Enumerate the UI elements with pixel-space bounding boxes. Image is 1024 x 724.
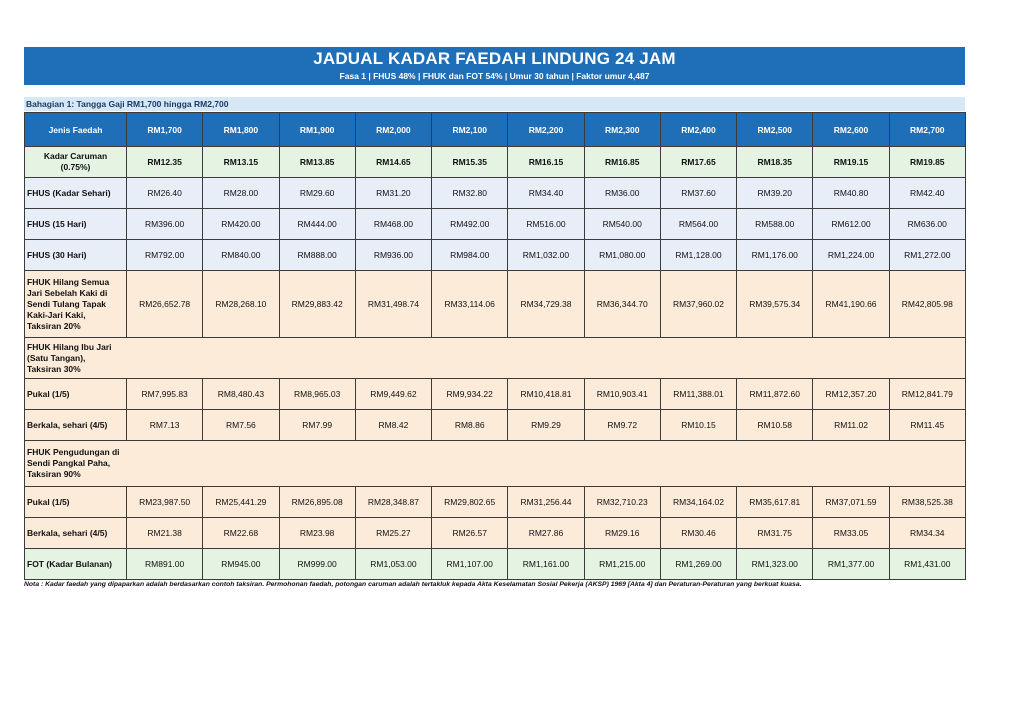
row-label: Pukal (1/5)	[25, 379, 127, 410]
table-cell: RM23.98	[279, 518, 355, 549]
table-cell: RM888.00	[279, 240, 355, 271]
table-row-fhuk-paha-heading	[25, 441, 966, 487]
table-cell: RM36,344.70	[584, 271, 660, 338]
column-header-jenis-faedah: Jenis Faedah	[25, 113, 127, 147]
title-banner	[24, 47, 965, 85]
table-cell: RM11,388.01	[660, 379, 736, 410]
table-cell: RM34,164.02	[660, 487, 736, 518]
table-cell: RM12.35	[127, 147, 203, 178]
page-subtitle: Fasa 1 | FHUS 48% | FHUK dan FOT 54% | Umur 30 tahun | Faktor umur 4,487	[339, 71, 650, 81]
table-cell: RM1,080.00	[584, 240, 660, 271]
table-cell: RM23,987.50	[127, 487, 203, 518]
table-cell: RM39,575.34	[737, 271, 813, 338]
row-label-line: Taksiran 30%	[27, 363, 81, 374]
table-cell: RM28,268.10	[203, 271, 279, 338]
table-cell: RM29.60	[279, 178, 355, 209]
row-label-line: FHUK Pengudungan di	[27, 447, 120, 457]
row-label-line: FHUK Hilang Ibu Jari	[27, 341, 112, 352]
table-cell: RM936.00	[355, 240, 431, 271]
table-cell: RM32.80	[432, 178, 508, 209]
table-cell: RM540.00	[584, 209, 660, 240]
table-cell: RM17.65	[660, 147, 736, 178]
table-cell: RM21.38	[127, 518, 203, 549]
table-cell: RM1,107.00	[432, 549, 508, 580]
table-cell: RM33.05	[813, 518, 889, 549]
table-cell: RM37,960.02	[660, 271, 736, 338]
table-cell: RM1,176.00	[737, 240, 813, 271]
table-cell: RM984.00	[432, 240, 508, 271]
table-cell: RM999.00	[279, 549, 355, 580]
table-cell: RM32,710.23	[584, 487, 660, 518]
table-cell: RM10.15	[660, 410, 736, 441]
table-cell: RM31,498.74	[355, 271, 431, 338]
table-cell: RM492.00	[432, 209, 508, 240]
table-cell: RM636.00	[889, 209, 965, 240]
column-header: RM2,100	[432, 113, 508, 147]
table-row-fhus-sehari	[25, 178, 966, 209]
table-cell: RM12,841.79	[889, 379, 965, 410]
row-label	[25, 271, 127, 338]
table-cell: RM8,965.03	[279, 379, 355, 410]
table-cell: RM13.85	[279, 147, 355, 178]
table-cell: RM1,377.00	[813, 549, 889, 580]
table-cell: RM1,128.00	[660, 240, 736, 271]
table-cell: RM1,431.00	[889, 549, 965, 580]
table-cell: RM31.20	[355, 178, 431, 209]
table-cell: RM13.15	[203, 147, 279, 178]
column-header: RM2,700	[889, 113, 965, 147]
table-cell: RM564.00	[660, 209, 736, 240]
table-cell: RM420.00	[203, 209, 279, 240]
table-cell: RM1,224.00	[813, 240, 889, 271]
row-label-line: Kadar Caruman	[43, 151, 108, 161]
table-cell: RM9,449.62	[355, 379, 431, 410]
table-cell: RM15.35	[432, 147, 508, 178]
row-label: FOT (Kadar Bulanan)	[25, 549, 127, 580]
table-cell: RM1,053.00	[355, 549, 431, 580]
row-group-label	[25, 338, 966, 379]
row-label-line: Jari Sebelah Kaki di	[27, 287, 108, 298]
table-cell: RM28,348.87	[355, 487, 431, 518]
table-row-fhuk-jari-kaki	[25, 271, 966, 338]
table-cell: RM41,190.66	[813, 271, 889, 338]
row-label: FHUS (15 Hari)	[25, 209, 127, 240]
row-label-line: (0.75%)	[60, 162, 91, 172]
table-row-kadar-caruman	[25, 147, 966, 178]
table-cell: RM35,617.81	[737, 487, 813, 518]
table-cell: RM8,480.43	[203, 379, 279, 410]
table-cell: RM40.80	[813, 178, 889, 209]
table-cell: RM10.58	[737, 410, 813, 441]
table-cell: RM792.00	[127, 240, 203, 271]
table-cell: RM18.35	[737, 147, 813, 178]
table-cell: RM468.00	[355, 209, 431, 240]
table-cell: RM840.00	[203, 240, 279, 271]
table-cell: RM19.15	[813, 147, 889, 178]
column-header: RM2,200	[508, 113, 584, 147]
table-cell: RM37.60	[660, 178, 736, 209]
table-cell: RM14.65	[355, 147, 431, 178]
table-row-ibu-jari-berkala	[25, 410, 966, 441]
table-cell: RM10,418.81	[508, 379, 584, 410]
table-cell: RM34.34	[889, 518, 965, 549]
table-cell: RM27.86	[508, 518, 584, 549]
table-cell: RM26.57	[432, 518, 508, 549]
column-header: RM2,300	[584, 113, 660, 147]
table-cell: RM1,215.00	[584, 549, 660, 580]
row-label: FHUS (30 Hari)	[25, 240, 127, 271]
table-cell: RM33,114.06	[432, 271, 508, 338]
row-label-line: Taksiran 90%	[27, 469, 81, 479]
table-cell: RM30.46	[660, 518, 736, 549]
table-cell: RM396.00	[127, 209, 203, 240]
table-cell: RM945.00	[203, 549, 279, 580]
table-cell: RM10,903.41	[584, 379, 660, 410]
table-cell: RM34,729.38	[508, 271, 584, 338]
table-cell: RM25.27	[355, 518, 431, 549]
table-cell: RM7.13	[127, 410, 203, 441]
table-cell: RM9,934.22	[432, 379, 508, 410]
table-cell: RM22.68	[203, 518, 279, 549]
row-group-label	[25, 441, 966, 487]
benefit-rate-table	[24, 112, 966, 580]
table-cell: RM16.85	[584, 147, 660, 178]
table-cell: RM12,357.20	[813, 379, 889, 410]
table-cell: RM29,802.65	[432, 487, 508, 518]
table-cell: RM1,323.00	[737, 549, 813, 580]
table-header-row	[25, 113, 966, 147]
table-cell: RM37,071.59	[813, 487, 889, 518]
table-cell: RM26,895.08	[279, 487, 355, 518]
table-cell: RM36.00	[584, 178, 660, 209]
table-cell: RM9.29	[508, 410, 584, 441]
column-header: RM2,000	[355, 113, 431, 147]
table-cell: RM444.00	[279, 209, 355, 240]
table-row-fot	[25, 549, 966, 580]
column-header: RM2,500	[737, 113, 813, 147]
table-cell: RM39.20	[737, 178, 813, 209]
table-cell: RM1,161.00	[508, 549, 584, 580]
table-cell: RM26,652.78	[127, 271, 203, 338]
table-cell: RM7.99	[279, 410, 355, 441]
table-cell: RM38,525.38	[889, 487, 965, 518]
column-header: RM2,400	[660, 113, 736, 147]
table-cell: RM31.75	[737, 518, 813, 549]
table-cell: RM8.42	[355, 410, 431, 441]
table-cell: RM9.72	[584, 410, 660, 441]
table-row-fhus-30-hari	[25, 240, 966, 271]
row-label	[25, 147, 127, 178]
table-cell: RM16.15	[508, 147, 584, 178]
table-cell: RM1,269.00	[660, 549, 736, 580]
table-cell: RM588.00	[737, 209, 813, 240]
table-cell: RM28.00	[203, 178, 279, 209]
table-cell: RM891.00	[127, 549, 203, 580]
table-cell: RM29.16	[584, 518, 660, 549]
row-label-line: Kaki-Jari Kaki,	[27, 309, 86, 320]
table-cell: RM1,272.00	[889, 240, 965, 271]
row-label-line: Sendi Pangkal Paha,	[27, 458, 111, 468]
table-cell: RM11.45	[889, 410, 965, 441]
table-cell: RM8.86	[432, 410, 508, 441]
column-header: RM1,700	[127, 113, 203, 147]
column-header: RM1,800	[203, 113, 279, 147]
table-row-fhus-15-hari	[25, 209, 966, 240]
table-cell: RM34.40	[508, 178, 584, 209]
table-cell: RM42.40	[889, 178, 965, 209]
section-title: Bahagian 1: Tangga Gaji RM1,700 hingga RM2,700	[24, 97, 965, 111]
table-cell: RM31,256.44	[508, 487, 584, 518]
table-cell: RM19.85	[889, 147, 965, 178]
table-cell: RM11.02	[813, 410, 889, 441]
table-cell: RM25,441.29	[203, 487, 279, 518]
table-row-paha-berkala	[25, 518, 966, 549]
page-title: JADUAL KADAR FAEDAH LINDUNG 24 JAM	[313, 49, 676, 68]
column-header: RM2,600	[813, 113, 889, 147]
row-label: Pukal (1/5)	[25, 487, 127, 518]
row-label: Berkala, sehari (4/5)	[25, 410, 127, 441]
table-cell: RM42,805.98	[889, 271, 965, 338]
row-label: Berkala, sehari (4/5)	[25, 518, 127, 549]
table-cell: RM7.56	[203, 410, 279, 441]
table-cell: RM516.00	[508, 209, 584, 240]
table-cell: RM11,872.60	[737, 379, 813, 410]
column-header: RM1,900	[279, 113, 355, 147]
row-label: FHUS (Kadar Sehari)	[25, 178, 127, 209]
table-cell: RM29,883.42	[279, 271, 355, 338]
table-cell: RM26.40	[127, 178, 203, 209]
table-row-fhuk-ibu-jari-heading	[25, 338, 966, 379]
footnote: Nota : Kadar faedah yang dipaparkan adalah berdasarkan contoh taksiran. Permohonan faedah, potongan caruman adalah tertakluk kepada Akta Keselamatan Sosial Pekerja (AKSP) 1969 [Akta 4] dan Peraturan-Peraturan yang berkuat kuasa.	[24, 581, 802, 588]
table-row-paha-pukal	[25, 487, 966, 518]
table-cell: RM7,995.83	[127, 379, 203, 410]
table-cell: RM1,032.00	[508, 240, 584, 271]
row-label-line: FHUK Hilang Semua	[27, 276, 110, 287]
table-cell: RM612.00	[813, 209, 889, 240]
table-row-ibu-jari-pukal	[25, 379, 966, 410]
row-label-line: Taksiran 20%	[27, 320, 81, 331]
row-label-line: (Satu Tangan),	[27, 352, 86, 363]
row-label-line: Sendi Tulang Tapak	[27, 298, 107, 309]
